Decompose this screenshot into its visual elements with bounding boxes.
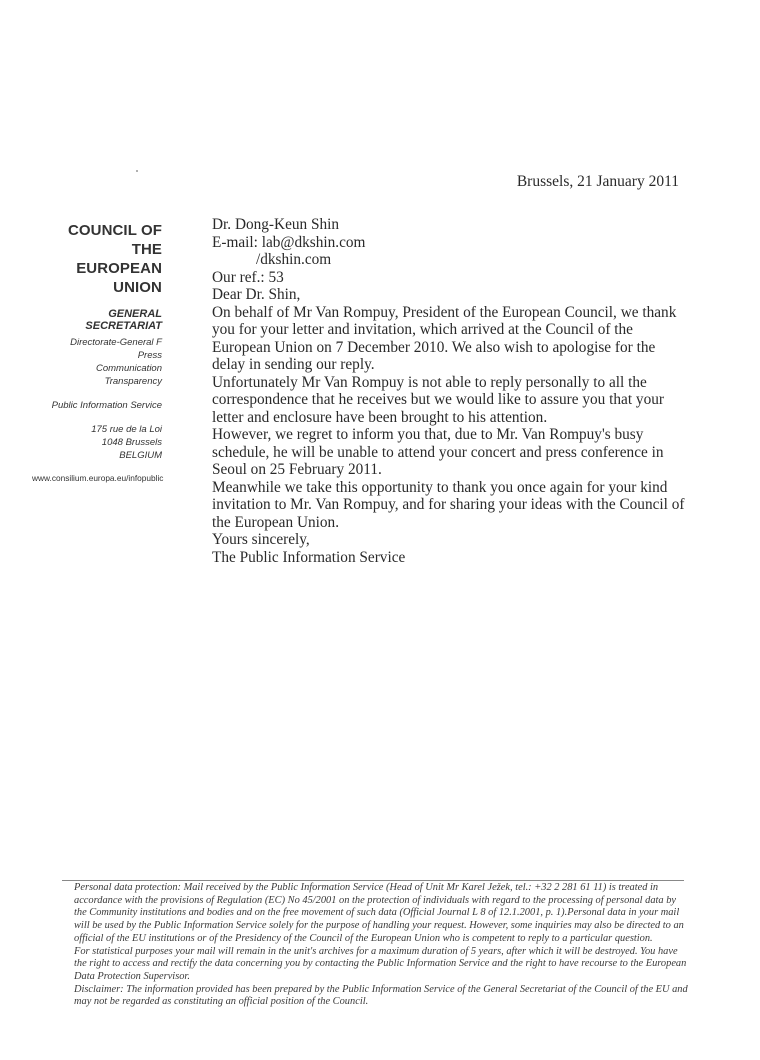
website-link[interactable]: www.consilium.europa.eu/infopublic bbox=[32, 473, 164, 483]
scan-speck bbox=[136, 170, 138, 172]
body-paragraph-2: Unfortunately Mr Van Rompuy is not able to reply personally to all the correspondence that he receives but we would like to assure you that your letter and enclosure have been brought to his attention. bbox=[212, 373, 664, 426]
reference-number: Our ref.: 53 bbox=[212, 268, 284, 286]
general-secretariat: GENERAL SECRETARIAT bbox=[85, 308, 162, 332]
email-label: E-mail: bbox=[212, 233, 258, 251]
signature: The Public Information Service bbox=[212, 548, 406, 566]
footer-notice bbox=[74, 882, 688, 1009]
organization-name-line1: COUNCIL OF THE bbox=[67, 222, 162, 258]
closing: Yours sincerely, bbox=[212, 531, 310, 548]
address-line: BELGIUM bbox=[119, 450, 162, 461]
address-line: 1048 Brussels bbox=[101, 437, 162, 448]
letter-date: Brussels, 21 January 2011 bbox=[516, 173, 679, 190]
email-address[interactable]: lab@dkshin.com bbox=[261, 233, 366, 251]
organization-name bbox=[36, 221, 162, 297]
organization-name-line2: EUROPEAN UNION bbox=[76, 260, 162, 296]
recipient-name: Dr. Dong-Keun Shin bbox=[212, 216, 340, 233]
service-name: Public Information Service bbox=[51, 400, 162, 411]
department-block bbox=[36, 336, 162, 388]
sender-address bbox=[36, 423, 162, 462]
recipient-email-line2: /dkshin.com bbox=[256, 251, 332, 268]
department-line: Communication bbox=[96, 363, 162, 374]
body-paragraph-4: Meanwhile we take this opportunity to thank you once again for your kind invitation to Mr. Van Rompuy, and for sharing your ideas with the Council of the European Union. bbox=[212, 478, 685, 531]
department-line: Press bbox=[137, 350, 162, 361]
footer-divider bbox=[62, 880, 684, 881]
data-protection-notice: Personal data protection: Mail received by the Public Information Service (Head of Unit Mr Karel Ježek, tel.: +32 2 281 61 11) is treated in accordance with the provisions of Regulation (EC) No 45/2001 on the protection of individuals with regard to the processing of personal data by the Community institutions and bodies and on the free movement of such data (Official Journal L 8 of 12.1.2001, p. 1).Personal data in your mail will be used by the Public Information Service solely for the purpose of handling your request. However, some inquiries may also be directed to an official of the EU institutions or of the Presidency of the Council of the European Union who is competent to reply to a particular question. bbox=[74, 882, 684, 944]
letter-body bbox=[212, 216, 692, 566]
disclaimer: Disclaimer: The information provided has been prepared by the Public Information Service of the General Secretariat of the Council of the EU and may not be regarded as constituting an official position of the Council. bbox=[74, 983, 688, 1008]
sender-letterhead bbox=[32, 221, 164, 483]
body-paragraph-3: However, we regret to inform you that, due to Mr. Van Rompuy's busy schedule, he will be unable to attend your concert and press conference in Seoul on 25 February 2011. bbox=[212, 426, 664, 478]
retention-notice: For statistical purposes your mail will remain in the unit's archives for a maximum duration of 5 years, after which it will be destroyed. You have the right to access and rectify the data concerning you by contacting the Public Information Service and the right to have recourse to the European Data Protection Supervisor. bbox=[74, 945, 687, 982]
department-line: Transparency bbox=[104, 376, 162, 387]
department-line: Directorate-General F bbox=[70, 337, 162, 348]
recipient-email bbox=[212, 234, 692, 252]
body-paragraph-1: On behalf of Mr Van Rompuy, President of the European Council, we thank you for your letter and invitation, which arrived at the Council of the European Union on 7 December 2010. We also wish to apologise for the delay in sending our reply. bbox=[212, 303, 677, 373]
address-line: 175 rue de la Loi bbox=[91, 424, 162, 435]
salutation: Dear Dr. Shin, bbox=[212, 286, 301, 303]
